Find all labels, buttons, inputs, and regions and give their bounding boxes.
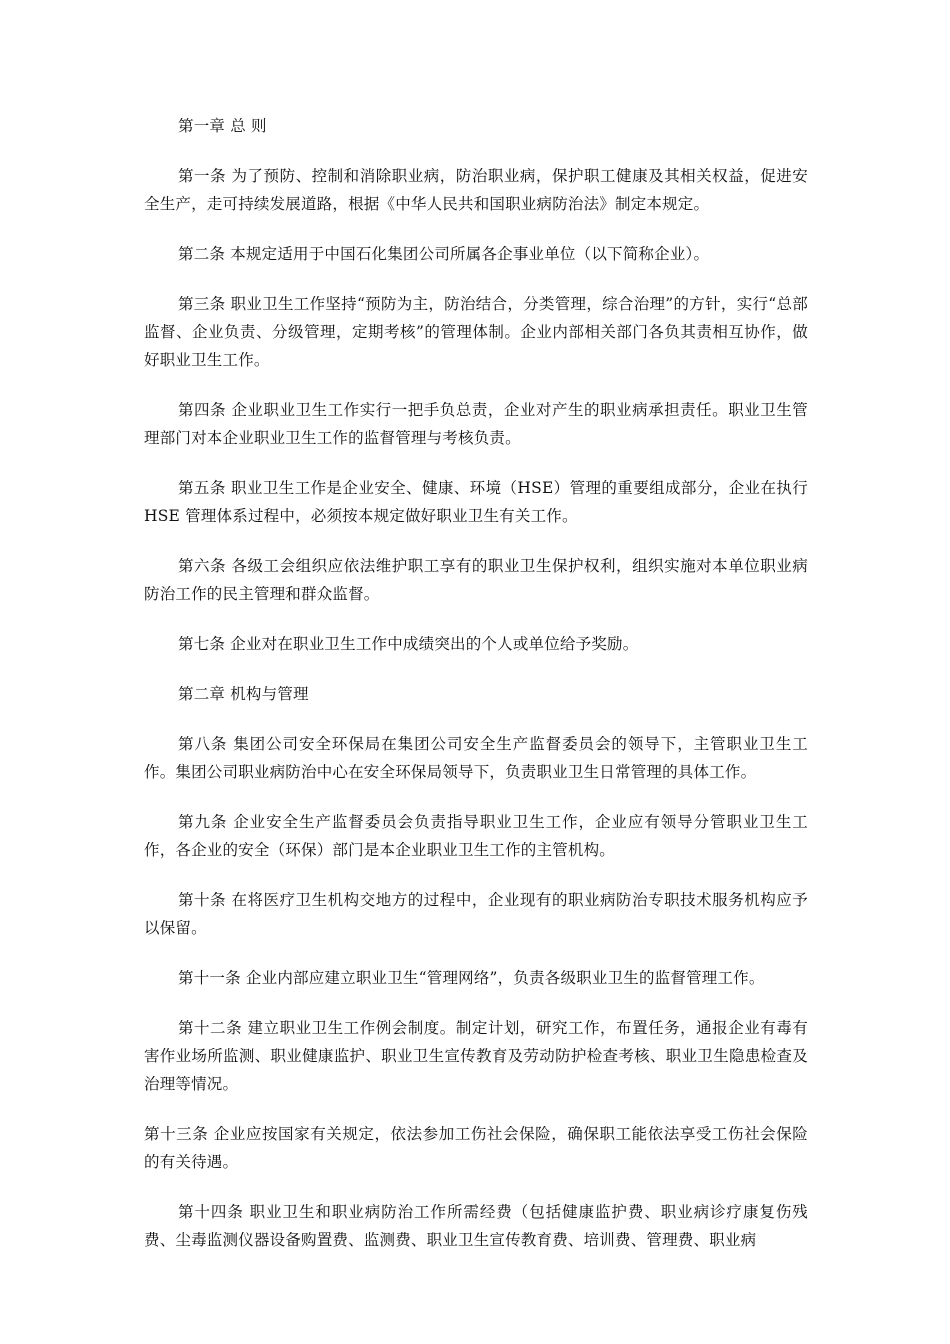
chapter-2-heading: 第二章 机构与管理 [178,685,309,703]
article-8: 第八条 集团公司安全环保局在集团公司安全生产监督委员会的领导下，主管职业卫生工作。集团公司职业病防治中心在安全环保局领导下，负责职业卫生日常管理的具体工作。 [144,735,808,781]
article-5: 第五条 职业卫生工作是企业安全、健康、环境（HSE）管理的重要组成部分，企业在执行 HSE 管理体系过程中，必须按本规定做好职业卫生有关工作。 [144,479,808,525]
article-10: 第十条 在将医疗卫生机构交地方的过程中，企业现有的职业病防治专职技术服务机构应予以保留。 [144,891,808,937]
article-7: 第七条 企业对在职业卫生工作中成绩突出的个人或单位给予奖励。 [178,635,639,653]
article-13: 第十三条 企业应按国家有关规定，依法参加工伤社会保险，确保职工能依法享受工伤社会保险的有关待遇。 [144,1125,808,1171]
article-6: 第六条 各级工会组织应依法维护职工享有的职业卫生保护权利，组织实施对本单位职业病防治工作的民主管理和群众监督。 [144,557,808,603]
article-11: 第十一条 企业内部应建立职业卫生“管理网络”，负责各级职业卫生的监督管理工作。 [178,969,765,987]
document-page [144,112,808,1276]
article-2: 第二条 本规定适用于中国石化集团公司所属各企事业单位（以下简称企业）。 [178,245,710,263]
chapter-1-heading: 第一章 总 则 [178,117,267,135]
article-12: 第十二条 建立职业卫生工作例会制度。制定计划，研究工作，布置任务，通报企业有毒有害作业场所监测、职业健康监护、职业卫生宣传教育及劳动防护检查考核、职业卫生隐患检查及治理等情况。 [144,1019,808,1093]
article-4: 第四条 企业职业卫生工作实行一把手负总责，企业对产生的职业病承担责任。职业卫生管理部门对本企业职业卫生工作的监督管理与考核负责。 [144,401,808,447]
article-14: 第十四条 职业卫生和职业病防治工作所需经费（包括健康监护费、职业病诊疗康复伤残费、尘毒监测仪器设备购置费、监测费、职业卫生宣传教育费、培训费、管理费、职业病 [144,1203,808,1249]
article-3: 第三条 职业卫生工作坚持“预防为主，防治结合，分类管理，综合治理”的方针，实行“总部监督、企业负责、分级管理，定期考核”的管理体制。企业内部相关部门各负其责相互协作，做好职业卫生工作。 [144,295,808,369]
article-1: 第一条 为了预防、控制和消除职业病，防治职业病，保护职工健康及其相关权益，促进安全生产，走可持续发展道路，根据《中华人民共和国职业病防治法》制定本规定。 [144,167,808,213]
article-9: 第九条 企业安全生产监督委员会负责指导职业卫生工作，企业应有领导分管职业卫生工作，各企业的安全（环保）部门是本企业职业卫生工作的主管机构。 [144,813,808,859]
